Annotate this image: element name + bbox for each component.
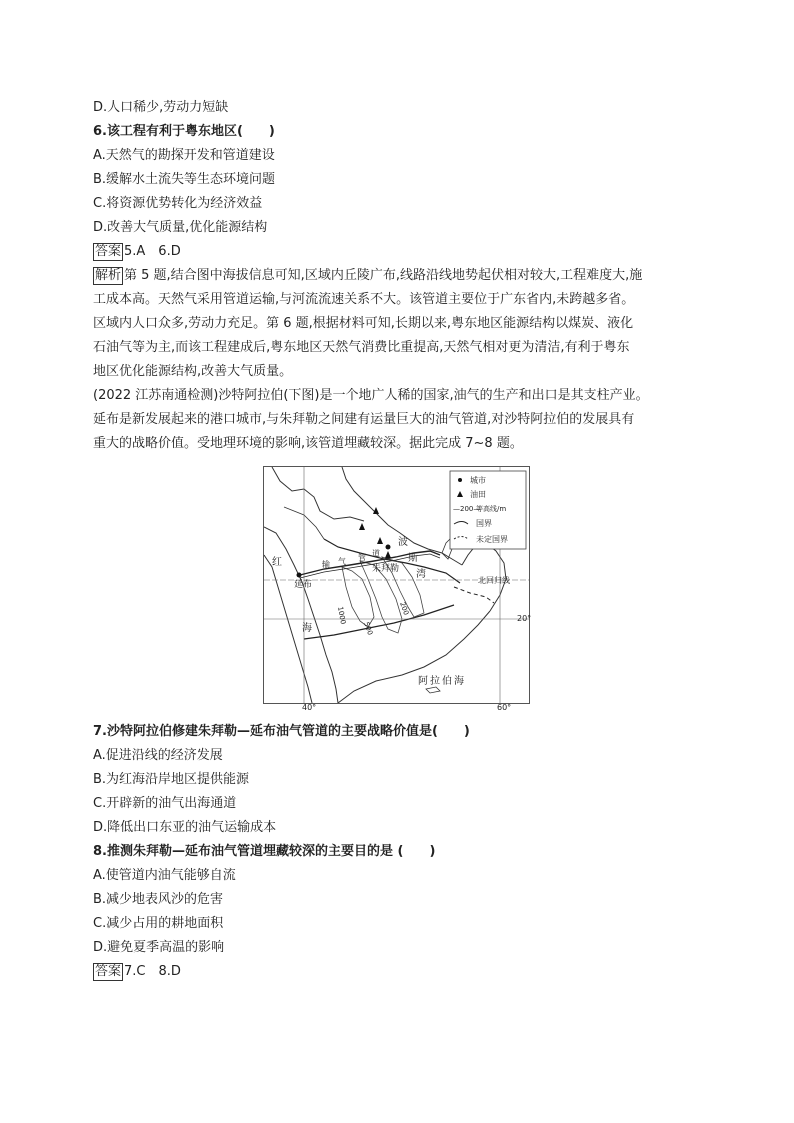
answer-row-1 — [93, 242, 181, 262]
city-yanbu-dot — [297, 573, 302, 578]
analysis-line: 工成本高。天然气采用管道运输,与河流流速关系不大。该管道主要位于广东省内,未跨越多省。 — [93, 292, 635, 307]
tick-lat20: 20° — [517, 614, 532, 623]
question-7-stem: 7.沙特阿拉伯修建朱拜勒—延布油气管道的主要战略价值是( ) — [93, 724, 470, 739]
socotra — [426, 687, 440, 693]
tick-lon60: 60° — [497, 703, 512, 712]
legend-contour-sample: —200— — [453, 505, 481, 513]
option-d-q8: D.避免夏季高温的影响 — [93, 940, 225, 955]
answer-tag: 答案 — [95, 244, 122, 259]
analysis-line: 石油气等为主,而该工程建成后,粤东地区天然气消费比重提高,天然气相对更为清洁,有利于粤东 — [93, 340, 630, 355]
undefined-border — [454, 587, 494, 603]
coastline-west — [264, 527, 338, 703]
label-pipeline-1: 输 — [322, 560, 330, 569]
oilfield-marker — [377, 537, 383, 544]
analysis-tag: 解析 — [95, 268, 122, 283]
label-persian-gulf-3: 湾 — [416, 569, 426, 580]
option-d-q6: D.改善大气质量,优化能源结构 — [93, 220, 268, 235]
analysis-line: 区域内人口众多,劳动力充足。第 6 题,根据材料可知,长期以来,粤东地区能源结构以煤炭、液化 — [93, 316, 634, 331]
yemen-border — [304, 605, 454, 639]
question-8-stem: 8.推测朱拜勒—延布油气管道埋藏较深的主要目的是 ( ) — [93, 844, 436, 859]
oilfield-marker — [359, 523, 365, 530]
label-red-sea-1: 红 — [272, 557, 282, 568]
intro-line: 延布是新发展起来的港口城市,与朱拜勒之间建有运量巨大的油气管道,对沙特阿拉伯的发展具有 — [93, 412, 635, 427]
analysis-line: 地区优化能源结构,改善大气质量。 — [93, 364, 293, 379]
option-d-q7: D.降低出口东亚的油气运输成本 — [93, 820, 277, 835]
label-jubail: 朱拜勒 — [372, 564, 400, 574]
label-persian-gulf-1: 波 — [398, 537, 408, 548]
answer-text: 7.C 8.D — [124, 964, 181, 979]
option-b-q8: B.减少地表风沙的危害 — [93, 892, 224, 907]
label-pipeline-2: 气 — [338, 557, 346, 566]
saudi-arabia-map — [263, 466, 530, 704]
arabian-coast-south — [338, 611, 490, 703]
oilfield-marker — [385, 551, 391, 558]
intro-line: 重大的战略价值。受地理环境的影响,该管道埋藏较深。据此完成 7~8 题。 — [93, 436, 523, 451]
analysis-row-1 — [93, 266, 642, 286]
intro-line: (2022 江苏南通检测)沙特阿拉伯(下图)是一个地广人稀的国家,油气的生产和出口是其支柱产业。 — [93, 388, 649, 403]
option-c-q6: C.将资源优势转化为经济效益 — [93, 196, 263, 211]
label-yanbu: 延布 — [294, 580, 313, 590]
answer-row-2 — [93, 962, 181, 982]
option-a-q6: A.天然气的勘探开发和管道建设 — [93, 148, 275, 163]
legend-city-icon — [458, 478, 462, 482]
legend-oilfield: 油田 — [470, 490, 486, 499]
gulf-coast — [342, 467, 462, 565]
label-contour-200: 200 — [398, 600, 411, 617]
legend-city: 城市 — [470, 476, 486, 485]
option-b-q7: B.为红海沿岸地区提供能源 — [93, 772, 250, 787]
city-jubail-dot — [386, 545, 391, 550]
label-persian-gulf-2: 斯 — [408, 553, 418, 564]
option-a-q7: A.促进沿线的经济发展 — [93, 748, 223, 763]
label-arabian-sea: 阿拉伯海 — [418, 676, 466, 687]
label-contour-500: 500 — [362, 620, 375, 637]
option-a-q8: A.使管道内油气能够自流 — [93, 868, 236, 883]
option-d-q5: D.人口稀少,劳动力短缺 — [93, 100, 229, 115]
label-contour-1000: 1000 — [336, 605, 348, 625]
map-svg — [264, 467, 532, 703]
label-red-sea-2: 海 — [302, 623, 312, 634]
legend-contour: 等高线/m — [476, 505, 507, 513]
option-c-q8: C.减少占用的耕地面积 — [93, 916, 224, 931]
north-border — [272, 467, 364, 521]
question-6-stem: 6.该工程有利于粤东地区( ) — [93, 124, 275, 139]
answer-text: 5.A 6.D — [124, 244, 181, 259]
legend-undefined-border: 未定国界 — [476, 535, 508, 544]
analysis-line: 第 5 题,结合图中海拔信息可知,区域内丘陵广布,线路沿线地势起伏相对较大,工程难度大,施 — [124, 268, 643, 283]
label-pipeline-4: 道 — [372, 549, 380, 558]
legend-border: 国界 — [476, 519, 492, 528]
option-c-q7: C.开辟新的油气出海通道 — [93, 796, 237, 811]
option-b-q6: B.缓解水土流失等生态环境问题 — [93, 172, 276, 187]
label-tropic: 北回归线 — [478, 576, 510, 585]
label-pipeline-3: 管 — [358, 553, 366, 562]
answer-tag: 答案 — [95, 964, 122, 979]
tick-lon40: 40° — [302, 703, 317, 712]
